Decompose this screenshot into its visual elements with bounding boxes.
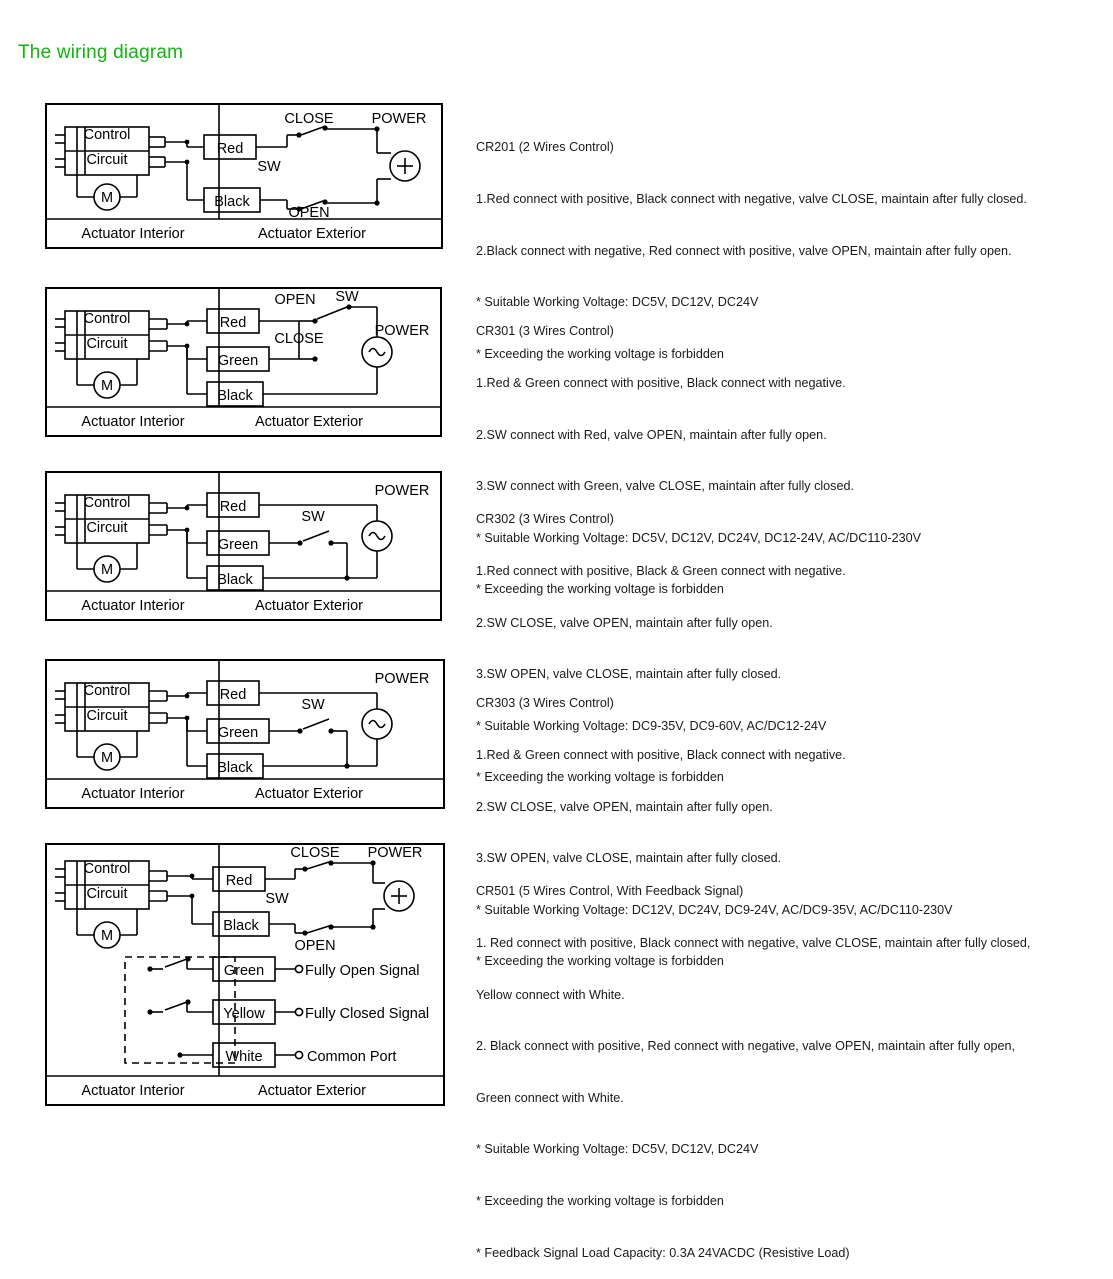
note-line: 2.Black connect with negative, Red connect with positive, valve OPEN, maintain after fully open. xyxy=(476,243,1012,258)
open-label: OPEN xyxy=(288,205,330,221)
diagram-cr303 xyxy=(45,659,445,809)
note-line: 1.Red & Green connect with positive, Black connect with negative. xyxy=(476,376,846,391)
open-label: OPEN xyxy=(274,292,316,308)
circuit-label: Circuit xyxy=(86,520,128,536)
note-line: 2. Black connect with positive, Red connect with negative, valve OPEN, maintain after fully open, xyxy=(476,1039,1016,1054)
motor-label: M xyxy=(100,562,114,578)
common-port-label: Common Port xyxy=(307,1049,397,1065)
open-label: OPEN xyxy=(294,938,336,954)
sw-label: SW xyxy=(335,289,359,305)
motor-label: M xyxy=(100,378,114,394)
power-label: POWER xyxy=(374,483,430,499)
actuator-interior-label: Actuator Interior xyxy=(81,1083,185,1099)
note-line: * Exceeding the working voltage is forbidden xyxy=(476,954,724,969)
cr201-schematic xyxy=(47,105,441,247)
circuit-label: Circuit xyxy=(86,886,128,902)
note-line: 1.Red connect with positive, Black connect with negative, valve CLOSE, maintain after fully closed. xyxy=(476,192,1027,207)
note-line: 1. Red connect with positive, Black connect with negative, valve CLOSE, maintain after fully closed, xyxy=(476,936,1031,951)
note-line: 3.SW OPEN, valve CLOSE, maintain after fully closed. xyxy=(476,851,782,866)
wire-label-red: Red xyxy=(219,315,247,331)
wire-label-white: White xyxy=(225,1049,263,1065)
close-label: CLOSE xyxy=(274,331,324,347)
circuit-label: Circuit xyxy=(86,336,128,352)
wire-label-green: Green xyxy=(223,963,265,979)
motor-label: M xyxy=(100,190,114,206)
fully-closed-signal-label: Fully Closed Signal xyxy=(305,1006,430,1022)
actuator-exterior-label: Actuator Exterior xyxy=(255,414,363,430)
power-label: POWER xyxy=(367,845,423,861)
note-title: CR201 (2 Wires Control) xyxy=(476,140,614,155)
note-line: * Exceeding the working voltage is forbidden xyxy=(476,582,724,597)
motor-label: M xyxy=(100,928,114,944)
wire-label-yellow: Yellow xyxy=(223,1006,265,1022)
wire-label-red: Red xyxy=(219,499,247,515)
note-line: * Suitable Working Voltage: DC5V, DC12V, DC24V xyxy=(476,1142,759,1157)
wire-label-red: Red xyxy=(225,873,253,889)
diagram-cr301 xyxy=(45,287,442,437)
cr303-schematic xyxy=(47,661,443,807)
control-label: Control xyxy=(83,127,131,143)
circuit-label: Circuit xyxy=(86,152,128,168)
note-line: * Feedback Signal Load Capacity: 0.3A 24VACDC (Resistive Load) xyxy=(476,1245,850,1260)
actuator-exterior-label: Actuator Exterior xyxy=(258,1083,366,1099)
note-line: Yellow connect with White. xyxy=(476,987,625,1002)
note-line: 3.SW OPEN, valve CLOSE, maintain after fully closed. xyxy=(476,667,782,682)
note-title: CR303 (3 Wires Control) xyxy=(476,696,614,711)
note-line: * Exceeding the working voltage is forbidden xyxy=(476,770,724,785)
fully-open-signal-label: Fully Open Signal xyxy=(305,963,420,979)
wire-label-black: Black xyxy=(217,760,253,776)
note-line: 3.SW connect with Green, valve CLOSE, maintain after fully closed. xyxy=(476,479,854,494)
actuator-interior-label: Actuator Interior xyxy=(81,414,185,430)
sw-label: SW xyxy=(301,697,325,713)
cr301-schematic xyxy=(47,289,440,435)
wire-label-green: Green xyxy=(217,353,259,369)
wire-label-black: Black xyxy=(214,194,250,210)
actuator-interior-label: Actuator Interior xyxy=(81,598,185,614)
note-title: CR302 (3 Wires Control) xyxy=(476,512,614,527)
motor-label: M xyxy=(100,750,114,766)
note-title: CR301 (3 Wires Control) xyxy=(476,324,614,339)
actuator-interior-label: Actuator Interior xyxy=(81,786,185,802)
diagram-cr302 xyxy=(45,471,442,621)
power-label: POWER xyxy=(374,323,430,339)
sw-label: SW xyxy=(301,509,325,525)
diagram-cr201 xyxy=(45,103,443,249)
control-label: Control xyxy=(83,683,131,699)
notes-cr501 xyxy=(476,849,1096,1279)
control-label: Control xyxy=(83,861,131,877)
cr501-schematic xyxy=(47,845,443,1104)
cr302-schematic xyxy=(47,473,440,619)
control-label: Control xyxy=(83,495,131,511)
note-line: 1.Red & Green connect with positive, Black connect with negative. xyxy=(476,748,846,763)
wire-label-red: Red xyxy=(219,687,247,703)
wire-label-red: Red xyxy=(216,141,244,157)
wire-label-black: Black xyxy=(217,572,253,588)
control-label: Control xyxy=(83,311,131,327)
wire-label-black: Black xyxy=(223,918,259,934)
close-label: CLOSE xyxy=(290,845,340,861)
note-line: * Suitable Working Voltage: DC9-35V, DC9-60V, AC/DC12-24V xyxy=(476,718,827,733)
sw-label: SW xyxy=(257,159,281,175)
actuator-exterior-label: Actuator Exterior xyxy=(258,226,366,242)
note-line: 2.SW connect with Red, valve OPEN, maintain after fully open. xyxy=(476,427,827,442)
note-line: * Exceeding the working voltage is forbidden xyxy=(476,346,724,361)
note-title: CR501 (5 Wires Control, With Feedback Signal) xyxy=(476,884,744,899)
power-label: POWER xyxy=(371,111,427,127)
note-line: Green connect with White. xyxy=(476,1090,624,1105)
wire-label-black: Black xyxy=(217,388,253,404)
note-line: 2.SW CLOSE, valve OPEN, maintain after fully open. xyxy=(476,799,773,814)
note-line: 2.SW CLOSE, valve OPEN, maintain after fully open. xyxy=(476,615,773,630)
note-line: * Suitable Working Voltage: DC12V, DC24V, DC9-24V, AC/DC9-35V, AC/DC110-230V xyxy=(476,902,953,917)
wire-label-green: Green xyxy=(217,537,259,553)
diagram-cr501 xyxy=(45,843,445,1106)
note-line: * Exceeding the working voltage is forbidden xyxy=(476,1194,724,1209)
wire-label-green: Green xyxy=(217,725,259,741)
power-label: POWER xyxy=(374,671,430,687)
actuator-exterior-label: Actuator Exterior xyxy=(255,598,363,614)
note-line: 1.Red connect with positive, Black & Green connect with negative. xyxy=(476,564,846,579)
page-title: The wiring diagram xyxy=(18,42,184,63)
circuit-label: Circuit xyxy=(86,708,128,724)
note-line: * Suitable Working Voltage: DC5V, DC12V, DC24V, DC12-24V, AC/DC110-230V xyxy=(476,530,922,545)
sw-label: SW xyxy=(265,891,289,907)
actuator-exterior-label: Actuator Exterior xyxy=(255,786,363,802)
actuator-interior-label: Actuator Interior xyxy=(81,226,185,242)
note-line: * Suitable Working Voltage: DC5V, DC12V, DC24V xyxy=(476,295,759,310)
close-label: CLOSE xyxy=(284,111,334,127)
